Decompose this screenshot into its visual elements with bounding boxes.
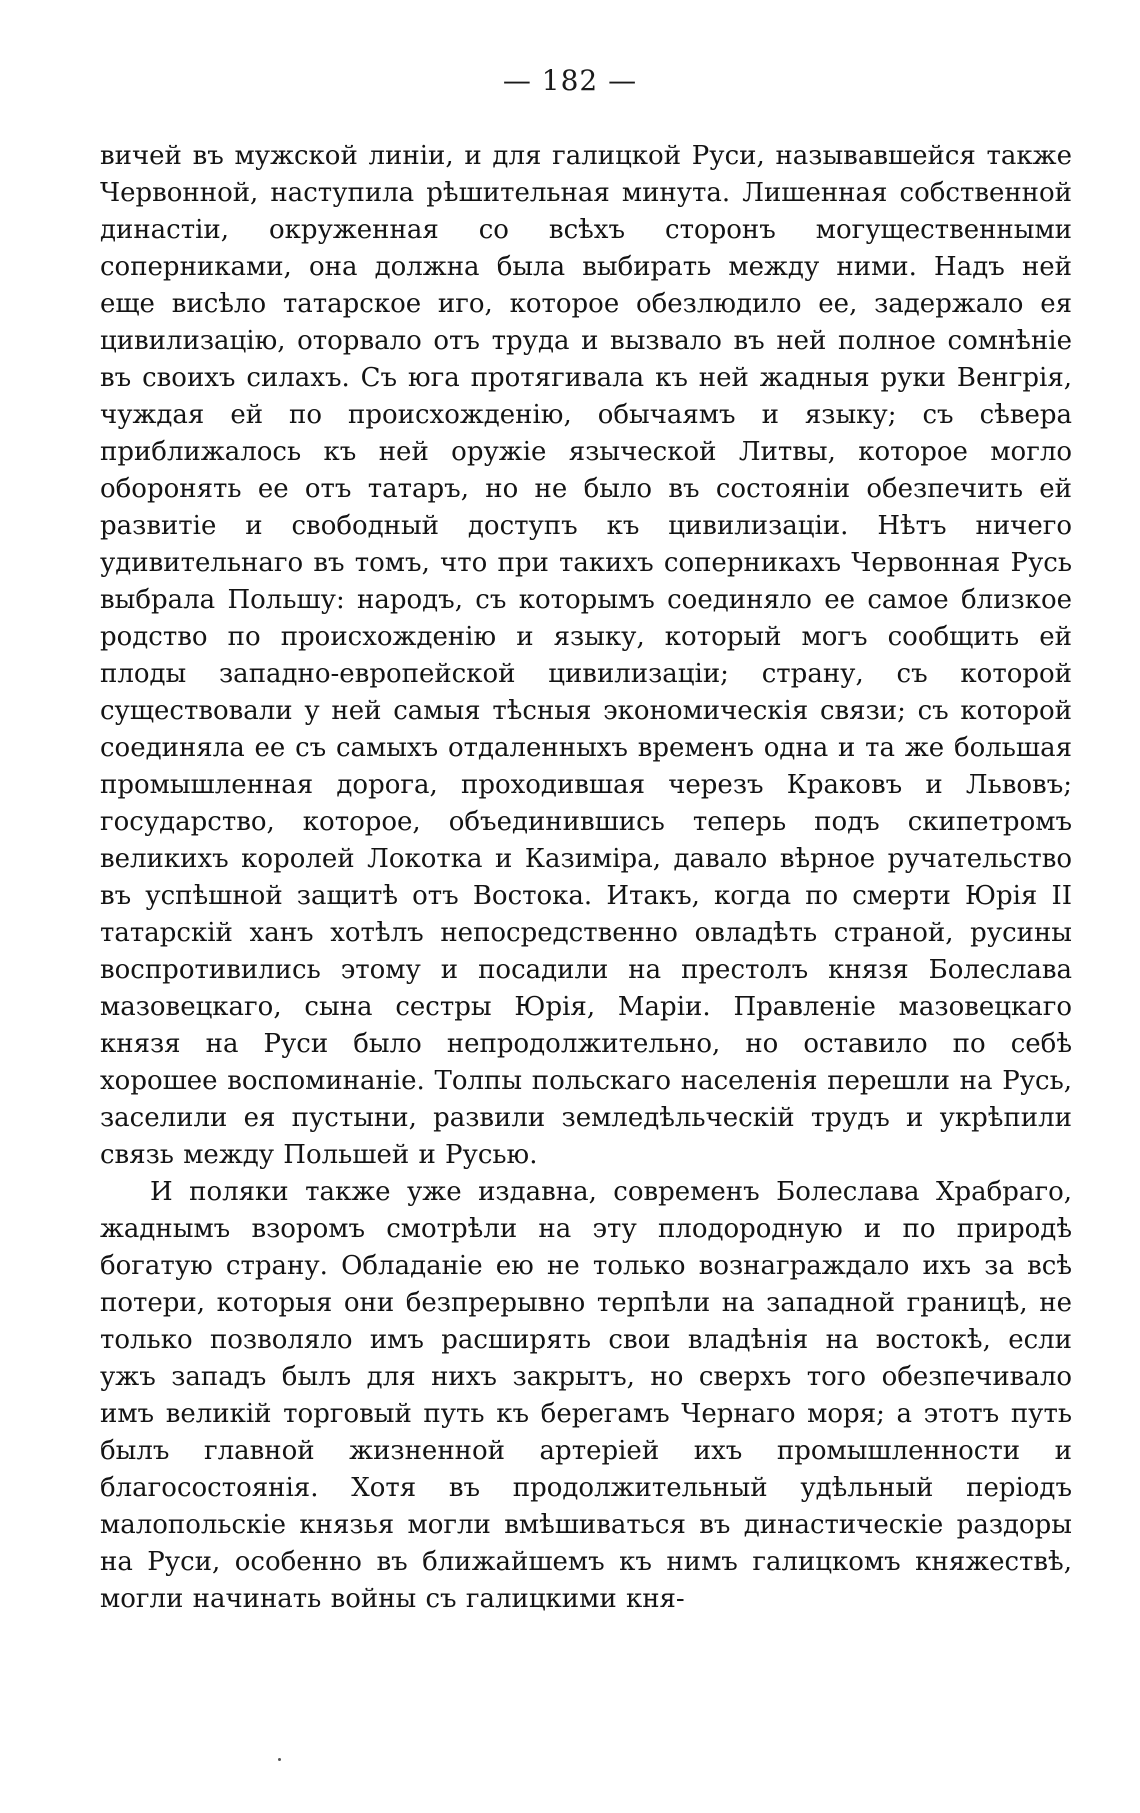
page-number: — 182 — [502,64,638,97]
paragraph-1: вичей въ мужской линіи, и для галицкой Руси, называвшейся также Червонной, наступила рѣшительная минута. Лишенная собственной династіи, окруженная со всѣхъ сторонъ могущественными соперниками, она должна была выбирать между ними. Надъ ней еще висѣло татарское иго, которое обезлюдило ее, задержало ея цивилизацію, оторвало отъ труда и вызвало въ ней полное сомнѣніе въ своихъ силахъ. Съ юга протягивала къ ней жадныя руки Венгрія, чуждая ей по происхожденію, обычаямъ и языку; съ сѣвера приближалось къ ней оружіе языческой Литвы, которое могло оборонять ее отъ татаръ, но не было въ состояніи обезпечить ей развитіе и свободный доступъ къ цивилизаціи. Нѣтъ ничего удивительнаго въ томъ, что при такихъ соперникахъ Червонная Русь выбрала Польшу: народъ, съ которымъ соединяло ее самое близкое родство по происхожденію и языку, который могъ сообщить ей плоды западно-европейской цивилизаціи; страну, съ которой существовали у ней самыя тѣсныя экономическія связи; съ которой соединяла ее съ самыхъ отдаленныхъ временъ одна и та же большая промышленная дорога, проходившая черезъ Краковъ и Львовъ; государство, которое, объединившись теперь подъ скипетромъ великихъ королей Локотка и Казиміра, давало вѣрное ручательство въ успѣшной защитѣ отъ Востока. Итакъ, когда по смерти Юрія II татарскій ханъ хотѣлъ непосредственно овладѣть страной, русины воспротивились этому и посадили на престолъ князя Болеслава мазовецкаго, сына сестры Юрія, Маріи. Правленіе мазовецкаго князя на Руси было непродолжительно, но оставило по себѣ хорошее воспоминаніе. Толпы польскаго населенія перешли на Русь, заселили ея пустыни, развили земледѣльческій трудъ и укрѣпили связь между Польшей и Русью. [100,141,1072,1170]
paragraph-2: И поляки также уже издавна, современъ Болеслава Храбраго, жаднымъ взоромъ смотрѣли на эту плодородную и по природѣ богатую страну. Обладаніе ею не только вознаграждало ихъ за всѣ потери, которыя они безпрерывно терпѣли на западной границѣ, не только позволяло имъ расширять свои владѣнія на востокѣ, если ужъ западъ былъ для нихъ закрытъ, но сверхъ того обезпечивало имъ великій торговый путь къ берегамъ Чернаго моря; а этотъ путь былъ главной жизненной артеріей ихъ промышленности и благосостоянія. Хотя въ продолжительный удѣльный періодъ малопольскіе князья могли вмѣшиваться въ династическіе раздоры на Руси, особенно въ ближайшемъ къ нимъ галицкомъ княжествѣ, могли начинать войны съ галицкими кня- [100,1177,1072,1614]
scan-speck [278,1758,281,1761]
body-text [100,138,1072,1618]
